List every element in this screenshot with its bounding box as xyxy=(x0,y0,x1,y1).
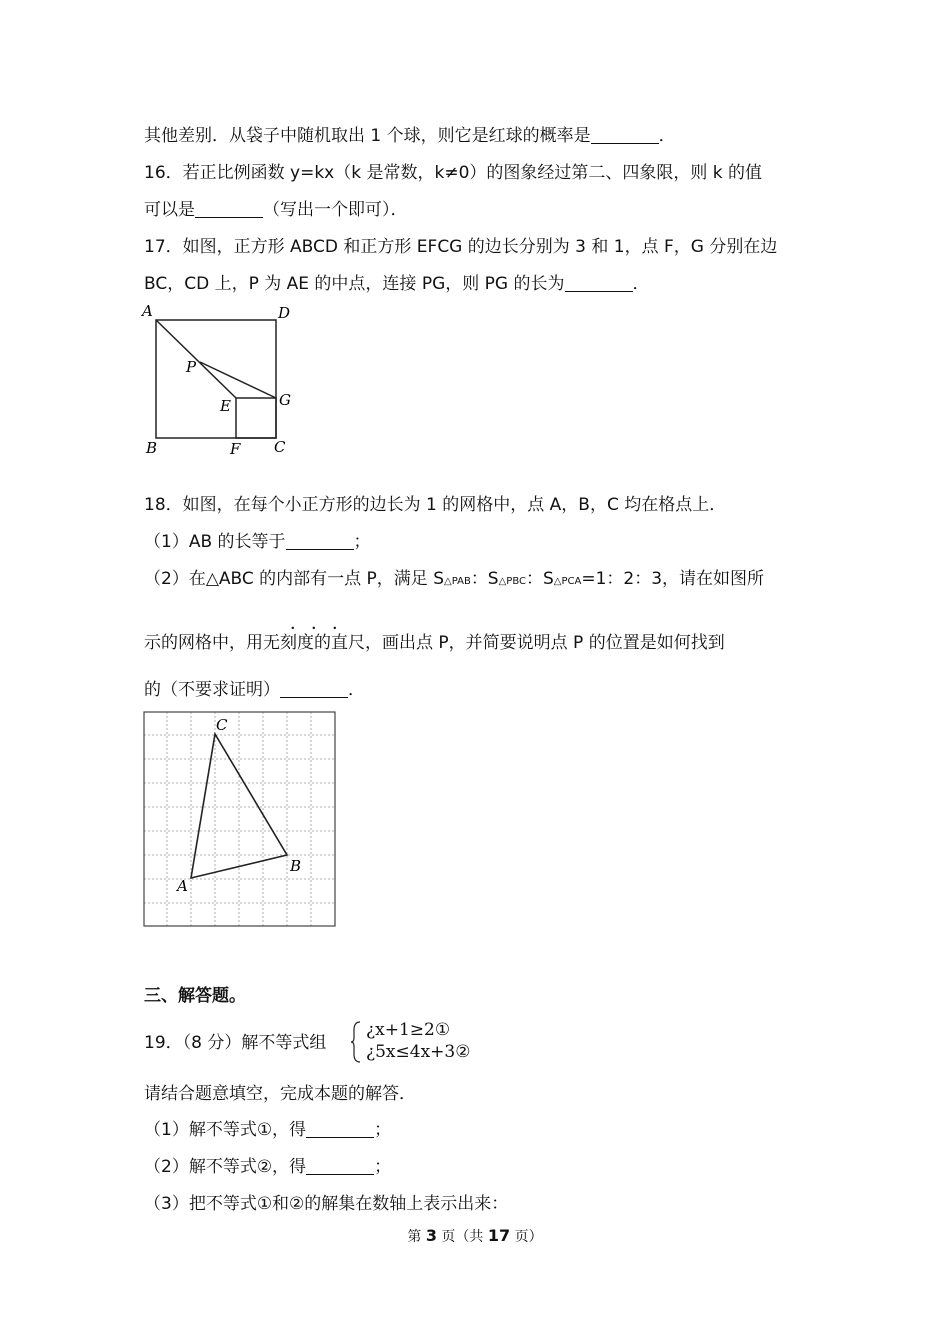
q16-line1: 16．若正比例函数 y=kx（k 是常数，k≠0）的图象经过第二、四象限，则 k 的值 xyxy=(144,163,763,183)
emphasis-dots: ．．． xyxy=(290,613,362,634)
grid-lines xyxy=(144,712,335,926)
q18-part2: （2）在△ABC 的内部有一点 P，满足 S△PAB：S△PBC：S△PCA=1：2：3，请在如图所 xyxy=(144,569,765,589)
inequality-2: ¿5x≤4x+3② xyxy=(366,1042,471,1062)
label-a: A xyxy=(142,302,153,320)
section-heading: 三、解答题。 xyxy=(144,986,246,1006)
q18-line1: 18．如图，在每个小正方形的边长为 1 的网格中，点 A，B，C 均在格点上． xyxy=(144,495,727,515)
label-a: A xyxy=(177,877,188,895)
grid-border xyxy=(144,712,335,926)
label-b: B xyxy=(146,439,158,457)
answer-blank xyxy=(591,127,659,144)
label-p: P xyxy=(186,358,197,376)
q17-line1: 17．如图，正方形 ABCD 和正方形 EFCG 的边长分别为 3 和 1，点 F，G 分别在边 xyxy=(144,237,778,257)
segment-pg xyxy=(200,362,276,398)
label-d: D xyxy=(278,304,291,322)
q19-part2: （2）解不等式②，得 ； xyxy=(144,1157,392,1177)
q18-part1: （1）AB 的长等于 ； xyxy=(144,532,371,552)
q17-line2: BC，CD 上，P 为 AE 的中点，连接 PG，则 PG 的长为 ． xyxy=(144,274,650,294)
q18-last-line: 的（不要求证明） ． xyxy=(144,680,365,700)
answer-blank xyxy=(195,201,263,218)
page-footer: 第 3 页（共 17 页） xyxy=(407,1226,543,1245)
q19-instruction: 请结合题意填空，完成本题的解答． xyxy=(144,1084,416,1104)
q17-squares-figure xyxy=(140,300,300,460)
answer-blank xyxy=(306,1158,374,1175)
answer-blank xyxy=(280,681,348,698)
answer-blank xyxy=(286,533,354,550)
q19-part1: （1）解不等式①，得 ； xyxy=(144,1120,392,1140)
q18-grid-figure xyxy=(143,711,337,929)
label-g: G xyxy=(279,391,291,409)
q16-line2: 可以是 （写出一个即可）． xyxy=(144,200,408,220)
answer-blank xyxy=(306,1121,374,1138)
square-efcg xyxy=(236,398,276,438)
label-c: C xyxy=(274,438,286,456)
label-e: E xyxy=(220,397,231,415)
label-f: F xyxy=(230,440,241,458)
inequality-1: ¿x+1≥2① xyxy=(366,1020,451,1040)
q19-part3: （3）把不等式①和②的解集在数轴上表示出来： xyxy=(144,1194,509,1214)
q19-prefix: 19．（8 分）解不等式组 xyxy=(144,1033,327,1053)
q15-tail-line: 其他差别．从袋子中随机取出 1 个球，则它是红球的概率是 ． xyxy=(144,126,676,146)
label-b: B xyxy=(290,857,302,875)
q18-grid-line: 示的网格中，用无刻度的直尺，画出点 P，并简要说明点 P 的位置是如何找到 xyxy=(144,633,725,653)
left-brace xyxy=(350,1020,362,1064)
answer-blank xyxy=(565,275,633,292)
label-c: C xyxy=(216,716,228,734)
